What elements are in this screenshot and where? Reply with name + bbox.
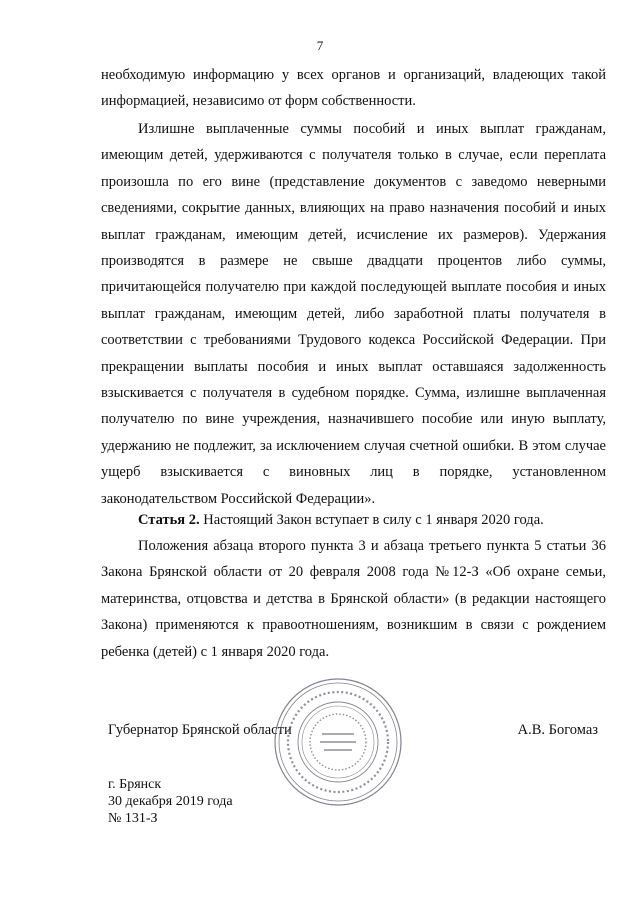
- footer-city: г. Брянск: [108, 777, 162, 792]
- footer-law-number: № 131-З: [108, 811, 158, 826]
- official-seal-stamp: [272, 676, 404, 808]
- article-2-heading: Статья 2.: [138, 512, 200, 528]
- footer-date: 30 декабря 2019 года: [108, 794, 233, 809]
- paragraph-overpayment: Излишне выплаченные суммы пособий и иных выплат гражданам, имеющим детей, удерживаются с получателя только в случае, если переплата произошла по его вине (представление документов с заведомо неверными сведениями, сокрытие данных, влияющих на право назначения пособий и иных выплат гражданам, имеющим детей, исчисление их размеров). Удержания производятся в размере не свыше двадцати процентов либо суммы, причитающейся получателю при каждой последующей выплате пособия и иных выплат гражданам, имеющим детей, либо заработной платы получателя в соответствии с требованиями Трудового кодекса Российской Федерации. При прекращении выплаты пособия и иных выплат оставшаяся задолженность взыскивается с получателя в судебном порядке. Сумма, излишне выплаченная получателю по вине учреждения, назначившего пособие или иную выплату, удержанию не подлежит, за исключением случая счетной ошибки. В этом случае ущерб взыскивается с виновных лиц в порядке, установленном законодательством Российской Федерации».: [101, 121, 606, 507]
- page-number: 7: [316, 38, 324, 53]
- article-2-text: Настоящий Закон вступает в силу с 1 января 2020 года.: [199, 512, 544, 528]
- document-footer: [108, 776, 233, 827]
- signatory-title: Губернатор Брянской области: [108, 722, 292, 738]
- paragraph-article-2: [101, 507, 606, 533]
- paragraph-provisions: Положения абзаца второго пункта 3 и абзаца третьего пункта 5 статьи 36 Закона Брянской области от 20 февраля 2008 года №12-З «Об охране семьи, материнства, отцовства и детства в Брянской области» (в редакции настоящего Закона) применяются к правоотношениям, возникшим в связи с рождением ребенка (детей) с 1 января 2020 года.: [101, 538, 606, 660]
- signatory-name: А.В. Богомаз: [517, 722, 598, 738]
- paragraph-continuation: необходимую информацию у всех органов и организаций, владеющих такой информацией, независимо от форм собственности.: [101, 67, 606, 110]
